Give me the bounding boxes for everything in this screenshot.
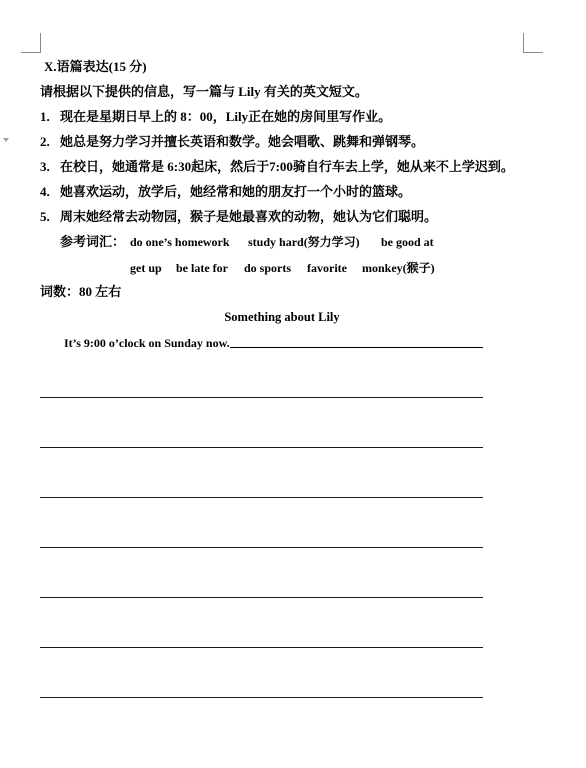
answer-line — [40, 547, 483, 548]
vocabulary-row-1 — [0, 232, 586, 252]
essay-title: Something about Lily — [224, 310, 340, 324]
vocabulary-item: monkey(猴子) — [362, 261, 435, 275]
vocabulary-item: get up — [130, 261, 162, 275]
point-text: 她总是努力学习并擅长英语和数学。她会唱歌、跳舞和弹钢琴。 — [60, 134, 425, 149]
answer-line — [40, 697, 483, 698]
point-text: 在校日，她通常是 6:30起床，然后于7:00骑自行车去上学，她从来不上学迟到。 — [60, 159, 514, 174]
essay-opening-line — [64, 333, 483, 353]
vocabulary-item: favorite — [307, 261, 347, 275]
section-title: X.语篇表达(15 分) — [44, 59, 147, 74]
essay-opening-sentence: It’s 9:00 o’clock on Sunday now. — [64, 336, 230, 350]
point-number: 2. — [40, 134, 50, 149]
point-number: 5. — [40, 209, 50, 224]
vocabulary-label: 参考词汇： — [60, 234, 126, 249]
vocabulary-item: be good at — [381, 235, 434, 249]
vocabulary-row-2 — [0, 258, 586, 278]
vocabulary-item: be late for — [176, 261, 228, 275]
vocabulary-item: do sports — [244, 261, 292, 275]
point-item — [40, 107, 391, 127]
collapse-triangle-icon — [3, 138, 9, 142]
answer-line — [40, 597, 483, 598]
point-text: 周末她经常去动物园，猴子是她最喜欢的动物，她认为它们聪明。 — [60, 209, 438, 224]
answer-line — [40, 497, 483, 498]
point-number: 3. — [40, 159, 50, 174]
point-item — [40, 207, 437, 227]
point-item — [40, 182, 411, 202]
point-number: 4. — [40, 184, 50, 199]
answer-line — [40, 447, 483, 448]
vocabulary-item: do one’s homework — [130, 235, 230, 249]
point-text: 她喜欢运动，放学后，她经常和她的朋友打一个小时的篮球。 — [60, 184, 412, 199]
answer-underline — [230, 347, 483, 348]
point-number: 1. — [40, 109, 50, 124]
word-count: 词数：80 左右 — [40, 284, 122, 299]
instruction-text: 请根据以下提供的信息，写一篇与 Lily 有关的英文短文。 — [40, 84, 368, 99]
vocabulary-item: study hard(努力学习) — [248, 235, 360, 249]
crop-mark-top-right-horizontal — [523, 52, 543, 53]
crop-mark-top-right-vertical — [523, 33, 524, 53]
answer-line — [40, 647, 483, 648]
point-item — [40, 132, 424, 152]
crop-mark-top-left-horizontal — [21, 52, 41, 53]
answer-line — [40, 397, 483, 398]
crop-mark-top-left-vertical — [40, 33, 41, 53]
point-item — [40, 157, 514, 177]
point-text: 现在是星期日早上的 8：00，Lily正在她的房间里写作业。 — [60, 109, 392, 124]
